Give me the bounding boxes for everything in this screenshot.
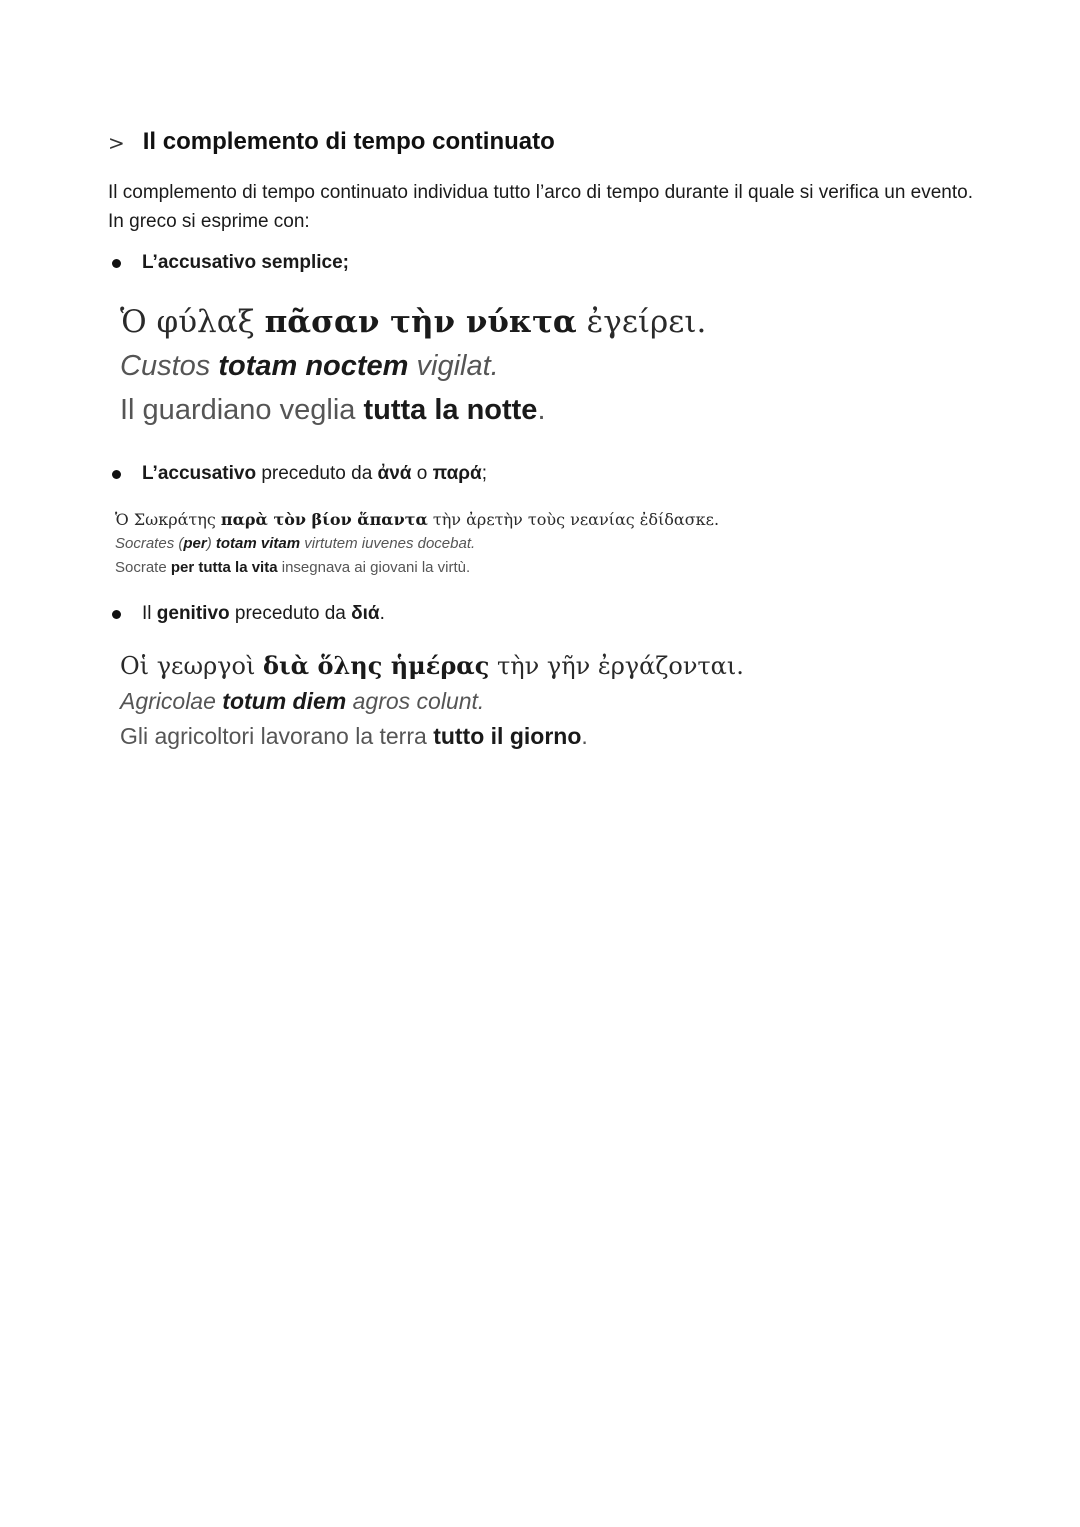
example-greek: Ὁ φύλαξ πᾶσαν τὴν νύκτα ἐγείρει.: [120, 304, 707, 340]
example-genitivo: [120, 648, 744, 754]
bullet-dot: [112, 470, 121, 479]
section-title: Il complemento di tempo continuato: [142, 128, 555, 155]
example-accusativo-preposizione: [115, 508, 719, 580]
example-accusativo-semplice: [120, 300, 706, 432]
example-latin: Socrates (per) totam vitam virtutem iuvenes docebat.: [115, 535, 476, 552]
example-latin: Agricolae totum diem agros colunt.: [120, 688, 485, 714]
bullet-accusativo-preposizione: L’accusativo preceduto da ἀνά o παρά;: [108, 463, 487, 485]
heading-marker: >: [108, 131, 125, 155]
bullet-dot: [112, 259, 121, 268]
bullet-dot: [112, 610, 121, 619]
example-italian: Il guardiano veglia tutta la notte.: [120, 394, 546, 426]
bullet-genitivo: Il genitivo preceduto da διά.: [108, 603, 385, 625]
bullet-accusativo-semplice: [108, 252, 349, 274]
example-italian: Gli agricoltori lavorano la terra tutto il giorno.: [120, 723, 588, 749]
section-heading: [108, 128, 555, 156]
intro-paragraph: Il complemento di tempo continuato individua tutto l’arco di tempo durante il quale si verifica un evento. In greco si esprime con:: [108, 182, 973, 232]
bullet-bold: L’accusativo semplice;: [142, 252, 349, 273]
example-greek: Ὁ Σωκράτης παρὰ τὸν βίον ἅπαντα τὴν ἀρετὴν τοὺς νεανίας ἐδίδασκε.: [115, 510, 720, 529]
example-latin: Custos totam noctem vigilat.: [120, 350, 499, 382]
example-greek: Οἱ γεωργοὶ διὰ ὅλης ἡμέρας τὴν γῆν ἐργάζονται.: [120, 651, 744, 680]
example-italian: Socrate per tutta la vita insegnava ai giovani la virtù.: [115, 559, 471, 576]
